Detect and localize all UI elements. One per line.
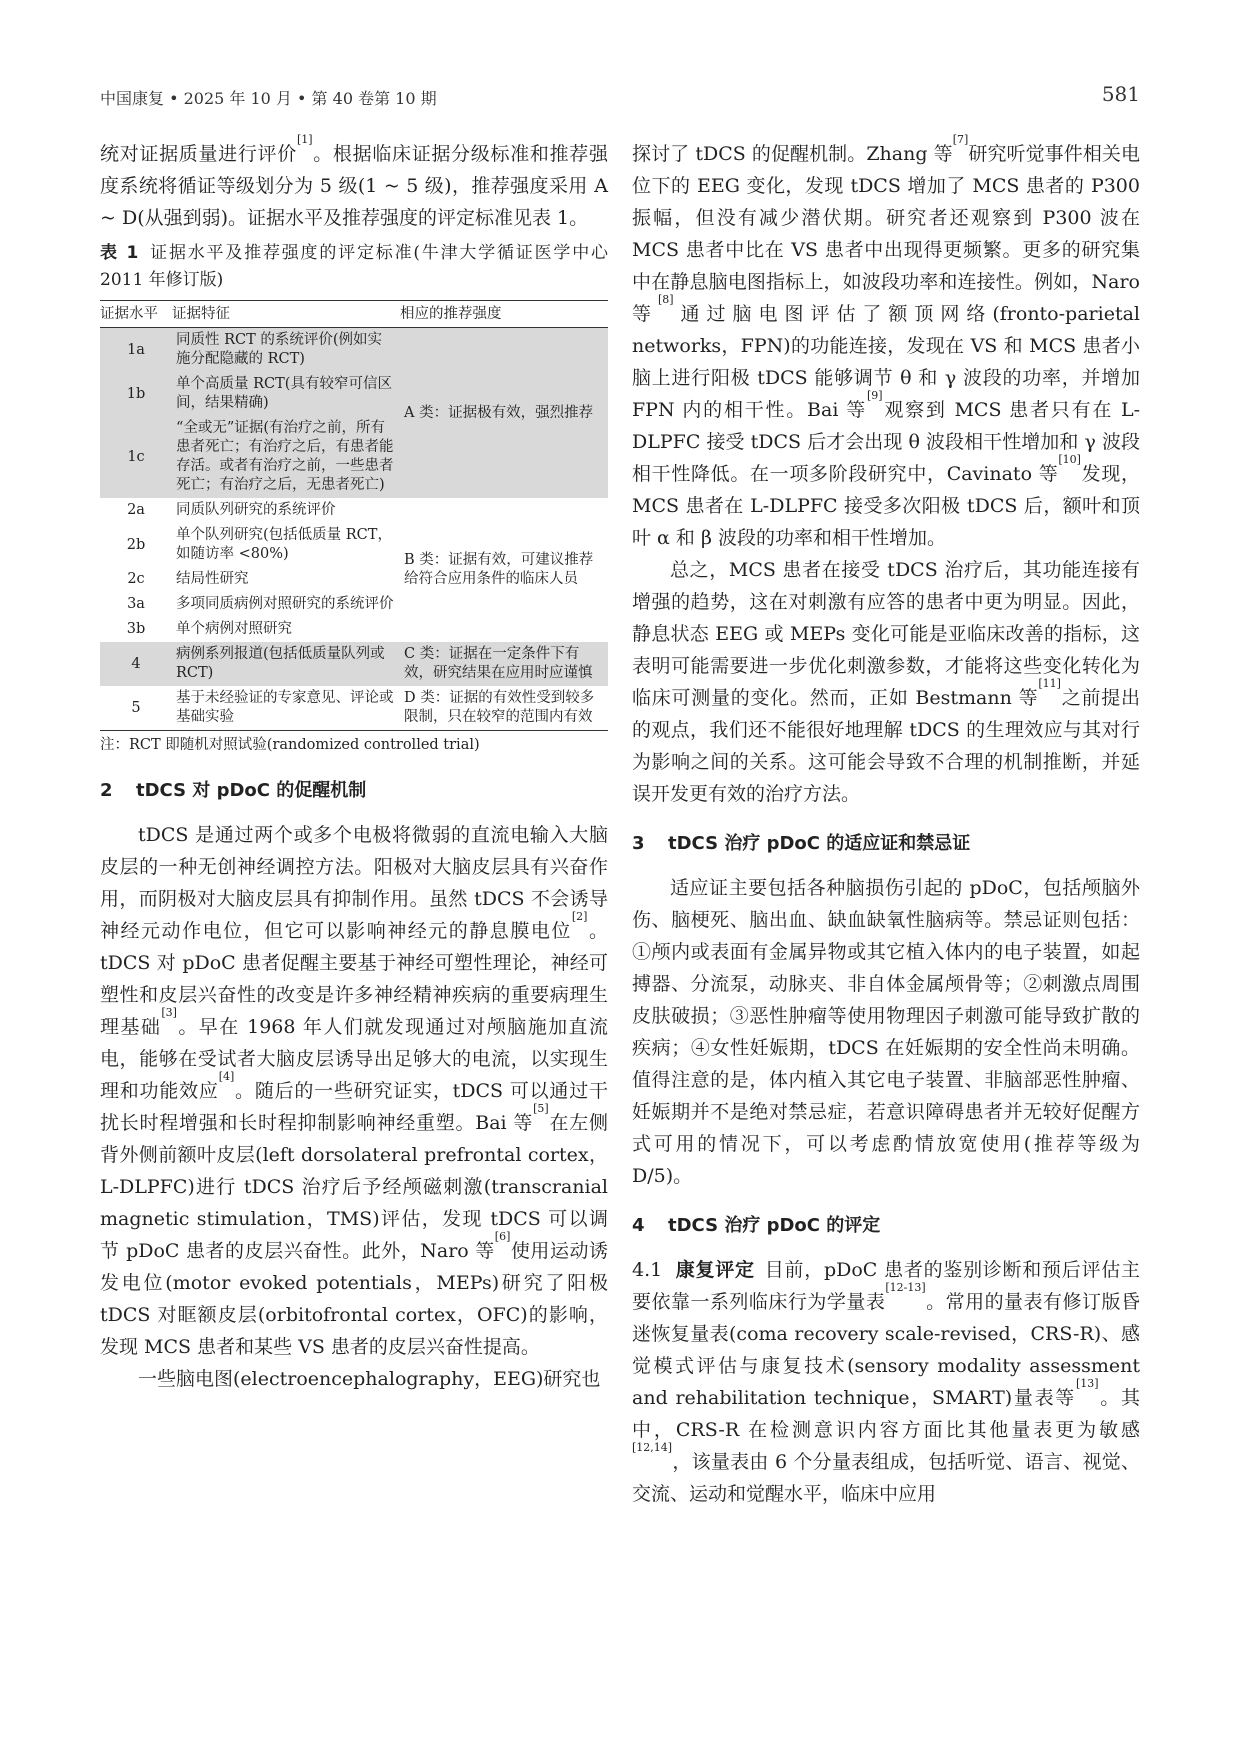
section-4-heading xyxy=(632,1210,1140,1242)
section-title: tDCS 治疗 pDoC 的评定 xyxy=(668,1215,881,1236)
citation[interactable]: [3] xyxy=(161,1006,177,1019)
page-header xyxy=(100,82,1140,116)
subsection-number: 4.1 xyxy=(632,1259,663,1281)
right-column xyxy=(632,133,1140,1510)
header-grade: 相应的推荐强度 xyxy=(400,301,608,328)
evidence-level: 2c xyxy=(100,567,172,592)
evidence-feature: 单个高质量 RCT(具有较窄可信区间，结果精确) xyxy=(172,372,400,416)
left-column xyxy=(100,133,608,1395)
citation[interactable]: [4] xyxy=(218,1070,235,1083)
section-number: 3 xyxy=(632,833,645,854)
evidence-level: 2b xyxy=(100,523,172,567)
citation[interactable]: [1] xyxy=(296,133,313,146)
evidence-level: 3a xyxy=(100,592,172,617)
citation[interactable]: [12-13] xyxy=(885,1281,926,1294)
evidence-feature: 多项同质病例对照研究的系统评价 xyxy=(172,592,400,617)
header-feature: 证据特征 xyxy=(172,301,400,328)
table-header-row xyxy=(100,301,608,328)
section-number: 4 xyxy=(632,1215,645,1236)
table-row xyxy=(100,328,608,373)
evidence-level: 1b xyxy=(100,372,172,416)
table-title: 证据水平及推荐强度的评定标准(牛津大学循证医学中心 2011 年修订版) xyxy=(100,243,608,290)
evidence-level: 1c xyxy=(100,416,172,498)
journal-info: 中国康复 • 2025 年 10 月 • 第 40 卷第 10 期 xyxy=(100,89,437,108)
evidence-feature: 同质性 RCT 的系统评价(例如实施分配隐藏的 RCT) xyxy=(172,328,400,373)
section-number: 2 xyxy=(100,780,113,801)
paragraph-indications: 适应证主要包括各种脑损伤引起的 pDoC，包括颅脑外伤、脑梗死、脑出血、缺血缺氧性脑病等。禁忌证则包括：①颅内或表面有金属异物或其它植入体内的电子装置，如起搏器、分流泵，动脉夹、非自体金属颅骨等；②刺激点周围皮肤破损；③恶性肿瘤等使用物理因子刺激可能导致扩散的疾病；④女性妊娠期，tDCS 在妊娠期的安全性尚未明确。值得注意的是，体内植入其它电子装置、非脑部恶性肿瘤、妊娠期并不是绝对禁忌症，若意识障碍患者并无较好促醒方式可用的情况下，可以考虑酌情放宽使用(推荐等级为 D/5)。 xyxy=(632,877,1140,1187)
paragraph-evidence-intro: 统对证据质量进行评价[1]。根据临床证据分级标准和推荐强度系统将循证等级划分为 5 级(1 ~ 5 级)，推荐强度采用 A ~ D(从强到弱)。证据水平及推荐强度的评定标准见表 1。 xyxy=(100,133,608,229)
section-2-heading xyxy=(100,775,608,807)
section-3-heading xyxy=(632,828,1140,860)
section-title: tDCS 对 pDoC 的促醒机制 xyxy=(136,780,367,801)
evidence-feature: 基于未经验证的专家意见、评论或基础实验 xyxy=(172,686,400,731)
evidence-level: 1a xyxy=(100,328,172,373)
grade-a: A 类：证据极有效，强烈推荐 xyxy=(400,328,608,499)
grade-b: B 类：证据有效，可建议推荐给符合应用条件的临床人员 xyxy=(400,498,608,642)
citation[interactable]: [8] xyxy=(657,293,674,306)
grade-c: C 类：证据在一定条件下有效，研究结果在应用时应谨慎 xyxy=(400,642,608,686)
paragraph-summary: 总之，MCS 患者在接受 tDCS 治疗后，其功能连接有增强的趋势，这在对刺激有应答的患者中更为明显。因此，静息状态 EEG 或 MEPs 变化可能是亚临床改善的指标，这表明可能需要进一步优化刺激参数，才能将这些变化转化为临床可测量的变化。然而，正如 Bestmann 等[11]之前提出的观点，我们还不能很好地理解 tDCS 的生理效应与其对行为影响之间的关系。这可能会导致不合理的机制推断，并延误开发更有效的治疗方法。 xyxy=(632,559,1140,805)
citation[interactable]: [11] xyxy=(1038,677,1061,690)
table-note: 注：RCT 即随机对照试验(randomized controlled trial) xyxy=(100,737,480,753)
evidence-feature: 结局性研究 xyxy=(172,567,400,592)
table-row xyxy=(100,686,608,731)
evidence-feature: 单个队列研究(包括低质量 RCT，如随访率 <80%) xyxy=(172,523,400,567)
citation[interactable]: [9] xyxy=(866,389,883,402)
evidence-level: 3b xyxy=(100,617,172,642)
citation[interactable]: [5] xyxy=(533,1102,549,1115)
evidence-level: 5 xyxy=(100,686,172,731)
section-title: tDCS 治疗 pDoC 的适应证和禁忌证 xyxy=(668,833,971,854)
table-row xyxy=(100,642,608,686)
subsection-title: 康复评定 xyxy=(675,1259,755,1281)
citation[interactable]: [2] xyxy=(571,910,588,923)
table-label: 表 1 xyxy=(100,243,139,263)
evidence-feature: 病例系列报道(包括低质量队列或 RCT) xyxy=(172,642,400,686)
evidence-level: 2a xyxy=(100,498,172,523)
evidence-feature: 单个病例对照研究 xyxy=(172,617,400,642)
table-caption xyxy=(100,240,608,294)
citation[interactable]: [6] xyxy=(494,1230,511,1243)
paragraph-mechanism: tDCS 是通过两个或多个电极将微弱的直流电输入大脑皮层的一种无创神经调控方法。阳极对大脑皮层具有兴奋作用，而阴极对大脑皮层具有抑制作用。虽然 tDCS 不会诱导神经元动作电位，但它可以影响神经元的静息膜电位[2]。tDCS 对 pDoC 患者促醒主要基于神经可塑性理论，神经可塑性和皮层兴奋性的改变是许多神经精神疾病的重要病理生理基础[3]。早在 1968 年人们就发现通过对颅脑施加直流电，能够在受试者大脑皮层诱导出足够大的电流，以实现生理和功能效应[4]。随后的一些研究证实，tDCS 可以通过干扰长时程增强和长时程抑制影响神经重塑。Bai 等[5]在左侧背外侧前额叶皮层(left dorsolateral prefrontal cortex，L-DLPFC)进行 tDCS 治疗后予经颅磁刺激(transcranial magnetic stimulation，TMS)评估，发现 tDCS 可以调节 pDoC 患者的皮层兴奋性。此外，Naro 等[6]使用运动诱发电位(motor evoked potentials，MEPs)研究了阳极 tDCS 对眶额皮层(orbitofrontal cortex，OFC)的影响，发现 MCS 患者和某些 VS 患者的皮层兴奋性提高。 xyxy=(100,824,608,1358)
citation[interactable]: [13] xyxy=(1076,1377,1099,1390)
citation[interactable]: [10] xyxy=(1058,453,1081,466)
grade-d: D 类：证据的有效性受到较多限制，只在较窄的范围内有效 xyxy=(400,686,608,731)
header-level: 证据水平 xyxy=(100,301,172,328)
paragraph-assessment: 4.1 康复评定 目前，pDoC 患者的鉴别诊断和预后评估主要依靠一系列临床行为学量表[12-13]。常用的量表有修订版昏迷恢复量表(coma recovery scale-revised，CRS-R)、感觉模式评估与康复技术(sensory modality assessment and rehabilitation technique，SMART)量表等[13]。其中，CRS-R 在检测意识内容方面比其他量表更为敏感[12,14]，该量表由 6 个分量表组成，包括听觉、语言、视觉、交流、运动和觉醒水平，临床中应用 xyxy=(632,1259,1140,1505)
paragraph-eeg: 探讨了 tDCS 的促醒机制。Zhang 等[7]研究听觉事件相关电位下的 EEG 变化，发现 tDCS 增加了 MCS 患者的 P300 振幅，但没有减少潜伏期。研究者还观察到 P300 波在 MCS 患者中比在 VS 患者中出现得更频繁。更多的研究集中在静息脑电图指标上，如波段功率和连接性。例如，Naro 等[8]通过脑电图评估了额顶网络(fronto-parietal networks，FPN)的功能连接，发现在 VS 和 MCS 患者小脑上进行阳极 tDCS 能够调节 θ 和 γ 波段的功率，并增加 FPN 内的相干性。Bai 等[9]观察到 MCS 患者只有在 L-DLPFC 接受 tDCS 后才会出现 θ 波段相干性增加和 γ 波段相干性降低。在一项多阶段研究中，Cavinato 等[10]发现，MCS 患者在 L-DLPFC 接受多次阳极 tDCS 后，额叶和顶叶 α 和 β 波段的功率和相干性增加。 xyxy=(632,133,1140,549)
page-number: 581 xyxy=(1101,82,1140,106)
paragraph-eeg-intro: 一些脑电图(electroencephalography，EEG)研究也 xyxy=(138,1368,601,1390)
evidence-feature: “全或无”证据(有治疗之前，所有患者死亡；有治疗之后，有患者能存活。或者有治疗之前，一些患者死亡；有治疗之后，无患者死亡) xyxy=(172,416,400,498)
evidence-level: 4 xyxy=(100,642,172,686)
citation[interactable]: [12,14] xyxy=(632,1441,673,1454)
evidence-table xyxy=(100,300,608,731)
table-row xyxy=(100,498,608,523)
citation[interactable]: [7] xyxy=(952,133,969,146)
evidence-feature: 同质队列研究的系统评价 xyxy=(172,498,400,523)
